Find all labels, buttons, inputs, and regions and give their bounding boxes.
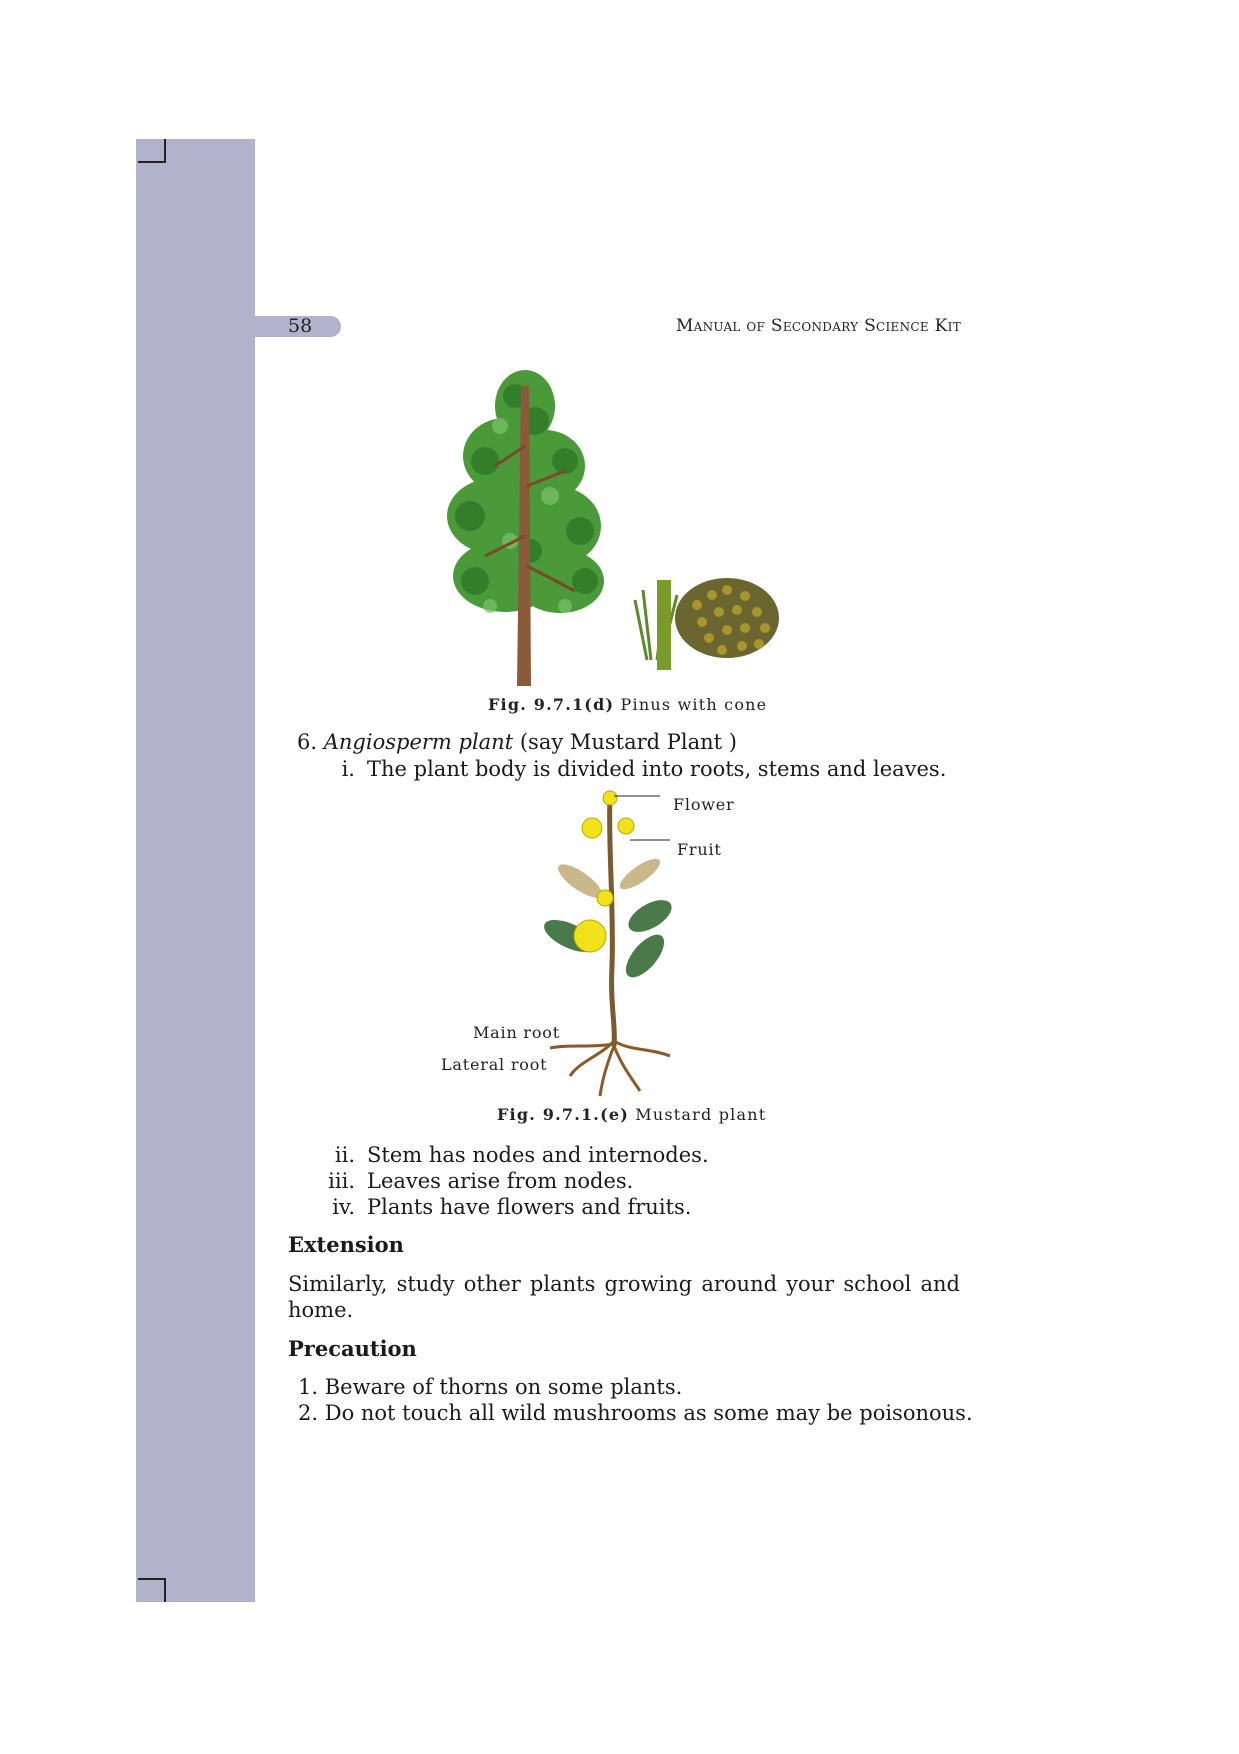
extension-paragraph: Similarly, study other plants growing around your school and home. (288, 1272, 960, 1322)
pinus-tree-illustration (435, 366, 615, 686)
list-item (317, 1194, 691, 1220)
list-item-text: Stem has nodes and internodes. (367, 1143, 709, 1167)
list-item (317, 1142, 709, 1168)
pine-cone-illustration (627, 560, 787, 670)
page-number: 58 (288, 315, 313, 337)
mustard-plant-illustration (530, 786, 710, 1096)
list-item (298, 1374, 682, 1400)
section-heading-precaution: Precaution (288, 1336, 417, 1361)
list-item-number: 1. (298, 1375, 319, 1399)
list-item-text: Beware of thorns on some plants. (324, 1375, 683, 1399)
list-item-number: ii. (334, 1143, 355, 1167)
item-6-heading (297, 729, 737, 755)
list-item-text: Plants have flowers and fruits. (367, 1195, 692, 1219)
list-item-text: Leaves arise from nodes. (367, 1169, 634, 1193)
list-item-number: i. (341, 757, 355, 781)
callout-main-root: Main root (473, 1023, 560, 1042)
list-item (298, 1400, 973, 1426)
crop-mark-bottom (138, 1578, 166, 1602)
list-item-text: The plant body is divided into roots, stems and leaves. (367, 757, 947, 781)
margin-sidebar (136, 139, 255, 1602)
figure-caption-mustard (497, 1105, 766, 1124)
figure-caption-text: Pinus with cone (620, 695, 768, 714)
item-description: (say Mustard Plant ) (519, 730, 737, 754)
list-item-text: Do not touch all wild mushrooms as some may be poisonous. (324, 1401, 973, 1425)
figure-label: Fig. 9.7.1.(e) (497, 1105, 629, 1124)
list-item (317, 1168, 633, 1194)
running-head: Manual of Secondary Science Kit (675, 316, 961, 336)
list-item (317, 756, 946, 782)
figure-caption-pinus (488, 695, 767, 714)
figure-caption-text: Mustard plant (635, 1105, 767, 1124)
list-item-number: iii. (328, 1169, 355, 1193)
callout-fruit: Fruit (677, 840, 722, 859)
callout-lateral-root: Lateral root (441, 1055, 548, 1074)
callout-flower: Flower (673, 795, 735, 814)
item-number: 6. (297, 730, 318, 754)
item-italic-term: Angiosperm plant (323, 730, 514, 754)
list-item-number: 2. (298, 1401, 319, 1425)
list-item-number: iv. (332, 1195, 355, 1219)
section-heading-extension: Extension (288, 1232, 404, 1257)
figure-label: Fig. 9.7.1(d) (488, 695, 615, 714)
crop-mark-top (138, 139, 166, 163)
